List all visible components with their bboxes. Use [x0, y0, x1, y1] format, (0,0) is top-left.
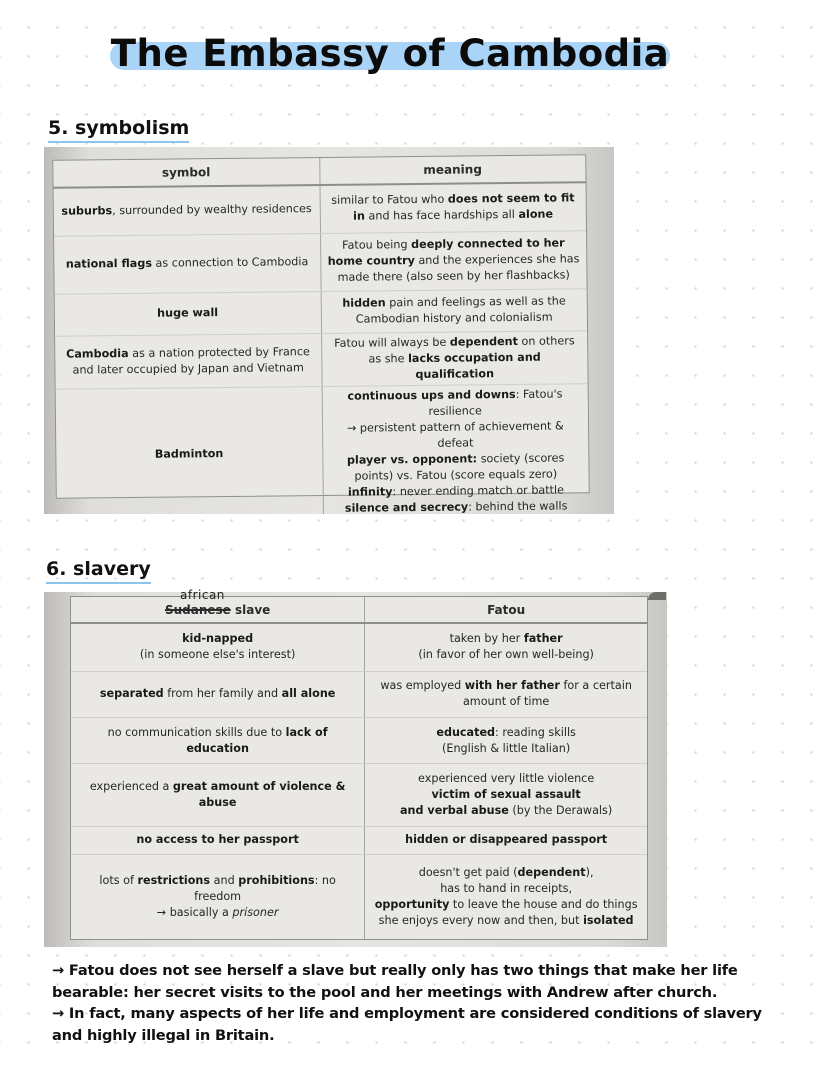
text-run: ), — [585, 865, 594, 879]
table-row — [56, 383, 589, 514]
header-rest: slave — [230, 602, 271, 617]
text-run: player vs. opponent: — [346, 451, 478, 467]
text-run: similar to Fatou who — [331, 192, 448, 208]
text-run: no access to her passport — [136, 833, 299, 847]
text-run: society (scores points) vs. Fatou (score equals zero) — [354, 450, 565, 483]
text-run: (in someone else's interest) — [139, 648, 296, 662]
column-header-meaning: meaning — [319, 155, 585, 185]
text-run: : behind the walls — [468, 498, 568, 513]
meaning-cell — [321, 330, 588, 386]
table-row — [71, 671, 647, 717]
slavery-table-body — [71, 623, 647, 939]
text-run: as a nation protected by France and later occupied by Japan and Vietnam — [72, 344, 310, 377]
fatou-cell — [365, 718, 647, 764]
slave-cell — [71, 826, 365, 854]
struck-word: Sudanese — [164, 602, 231, 617]
text-run: does not seem to fit in — [353, 191, 575, 223]
text-run: → basically a — [156, 905, 233, 919]
slave-cell — [71, 854, 365, 939]
fatou-cell — [365, 854, 647, 939]
text-run: : Fatou's resilience — [428, 386, 563, 418]
text-run: no communication skills due to — [107, 725, 286, 739]
photo-corner-shadow — [648, 592, 666, 600]
text-run: pain and feelings as well as the Cambodian history and colonialism — [355, 294, 566, 326]
text-run: to leave the house and do things she enjoys every now and then, but — [378, 897, 638, 927]
text-run: from her family and — [163, 687, 282, 701]
text-run: doesn't get paid ( — [418, 865, 518, 879]
text-run: was employed — [380, 679, 465, 693]
text-run: dependent — [517, 865, 586, 879]
section-heading-slavery: 6. slavery — [46, 557, 151, 584]
text-run: separated — [99, 687, 164, 701]
table-row — [71, 764, 647, 826]
meaning-cell — [320, 182, 586, 233]
table-row — [71, 854, 647, 939]
text-run: (by the Derawals) — [508, 804, 613, 818]
text-run: isolated — [583, 913, 634, 927]
note-paragraph: → In fact, many aspects of her life and employment are considered conditions of slavery and highly illegal in Britain. — [52, 1005, 762, 1044]
text-run: father — [523, 632, 563, 646]
text-run: and — [210, 873, 239, 887]
text-run: educated — [436, 725, 496, 739]
text-run: victim of sexual assault — [431, 788, 581, 802]
text-run: Fatou being — [342, 238, 412, 252]
section-heading-symbolism: 5. symbolism — [48, 116, 189, 143]
text-run: hidden — [342, 296, 386, 310]
slave-cell — [71, 623, 365, 671]
text-run: all alone — [281, 687, 336, 701]
table-row — [71, 826, 647, 854]
text-run: and verbal abuse — [399, 804, 509, 818]
text-run: has to hand in receipts, — [440, 881, 573, 895]
meaning-cell — [320, 230, 587, 291]
text-run: Badminton — [154, 446, 224, 461]
text-run: continuous ups and downs — [347, 387, 516, 403]
text-run: (English & little Italian) — [442, 741, 571, 755]
meaning-cell — [321, 288, 587, 333]
text-run: and has face hardships all — [364, 208, 519, 223]
text-run: for a certain amount of time — [462, 679, 632, 709]
text-run: Cambodia — [66, 346, 129, 361]
text-run: lacks occupation and qualification — [407, 350, 541, 381]
text-run: huge wall — [157, 306, 219, 320]
fatou-cell — [365, 623, 647, 671]
text-run: national flags — [65, 256, 153, 271]
symbol-cell — [54, 233, 321, 294]
text-run: prisoner — [232, 905, 279, 919]
text-run: with her father — [464, 679, 560, 693]
text-run: great amount of violence & abuse — [172, 780, 346, 810]
text-run: silence and secrecy — [344, 499, 469, 514]
symbolism-table-sheet — [52, 154, 590, 514]
text-run: : never ending match or battle — [392, 482, 565, 498]
slavery-table-photo — [44, 592, 667, 947]
text-run: lots of — [99, 873, 138, 887]
text-run: hidden or disappeared passport — [405, 833, 608, 847]
text-run: : reading skills — [495, 725, 576, 739]
column-header-fatou: Fatou — [365, 597, 647, 623]
text-run: kid-napped — [182, 632, 254, 646]
fatou-cell — [365, 764, 647, 826]
text-run: alone — [518, 207, 554, 222]
summary-notes — [52, 960, 792, 1046]
text-run: lack of education — [186, 725, 328, 755]
text-run: infinity — [347, 484, 393, 499]
column-header-symbol: symbol — [53, 158, 319, 188]
table-row — [55, 288, 587, 336]
text-run: : no freedom — [194, 873, 336, 903]
slave-cell — [71, 718, 365, 764]
text-run: prohibitions — [238, 873, 315, 887]
table-row — [71, 623, 647, 671]
slavery-table — [71, 597, 647, 939]
text-run: taken by her — [449, 632, 524, 646]
text-run: (in favor of her own well-being) — [418, 648, 594, 662]
symbol-cell — [55, 291, 321, 336]
page-title-block — [110, 28, 670, 84]
meaning-cell — [322, 383, 589, 514]
text-run: experienced very little violence — [418, 772, 595, 786]
note-paragraph: → Fatou does not see herself a slave but really only has two things that make her life bearable: her secret visits to the pool and her meetings with Andrew after church. — [52, 962, 738, 1001]
symbol-cell — [55, 333, 322, 389]
fatou-cell — [365, 826, 647, 854]
text-run: dependent — [449, 334, 519, 349]
handwritten-correction: african — [180, 588, 225, 602]
table-row — [54, 182, 586, 236]
text-run: restrictions — [137, 873, 211, 887]
text-run: → persistent pattern of achievement & defeat — [346, 418, 564, 450]
text-run: Fatou will always be — [334, 335, 450, 350]
table-row — [71, 718, 647, 764]
symbolism-table-body — [54, 182, 589, 514]
symbol-cell — [56, 386, 323, 514]
slave-cell — [71, 671, 365, 717]
symbolism-table-photo — [44, 147, 614, 514]
table-row — [55, 330, 588, 389]
page-title: The Embassy of Cambodia — [110, 32, 670, 75]
symbolism-table — [53, 155, 589, 514]
fatou-cell — [365, 671, 647, 717]
symbol-cell — [54, 185, 320, 236]
text-run: as connection to Cambodia — [151, 255, 309, 270]
text-run: suburbs — [61, 204, 113, 218]
text-run: and the experiences she has made there (also seen by her flashbacks) — [337, 252, 580, 284]
text-run: on others as she — [368, 333, 575, 366]
text-run: opportunity — [374, 897, 450, 911]
text-run: deeply connected to her home country — [327, 236, 565, 268]
text-run: , surrounded by wealthy residences — [112, 202, 312, 218]
slavery-table-sheet — [70, 596, 648, 940]
slave-cell — [71, 764, 365, 826]
table-row — [54, 230, 587, 294]
text-run: experienced a — [89, 780, 173, 794]
